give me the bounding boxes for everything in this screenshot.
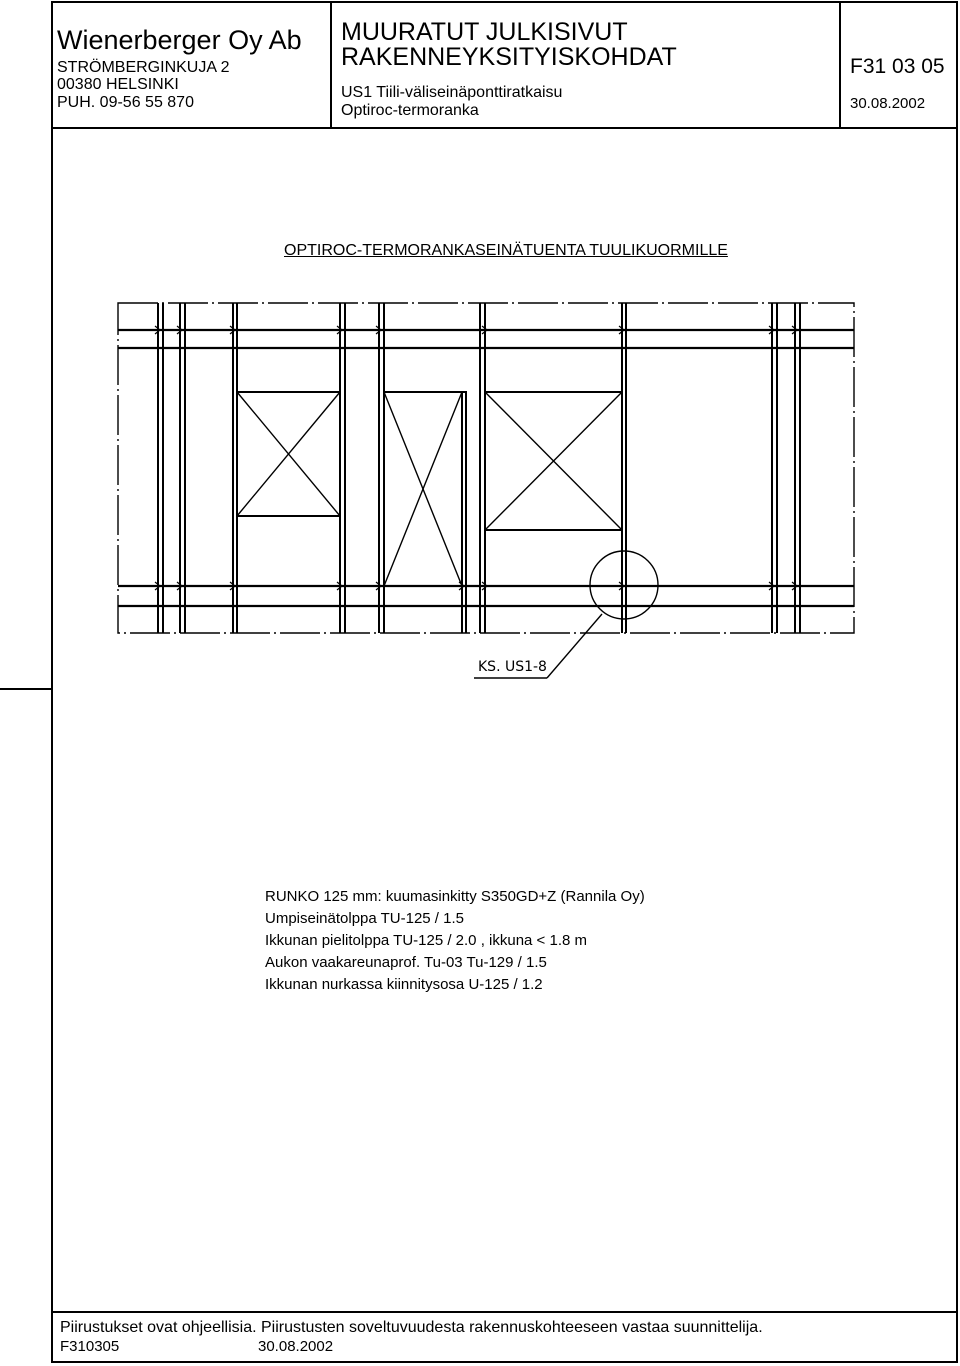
note-line: Ikkunan pielitolppa TU-125 / 2.0 , ikkuna < 1.8 m bbox=[265, 932, 587, 949]
detail-reference-label: KS. US1-8 bbox=[478, 659, 547, 675]
studs bbox=[158, 303, 800, 633]
company-address-street: STRÖMBERGINKUJA 2 bbox=[57, 59, 230, 76]
company-address-city: 00380 HELSINKI bbox=[57, 76, 179, 93]
note-line: Aukon vaakareunaprof. Tu-03 Tu-129 / 1.5 bbox=[265, 954, 547, 971]
footer-code: F310305 bbox=[60, 1338, 120, 1355]
company-phone: PUH. 09-56 55 870 bbox=[57, 94, 194, 111]
notes-block bbox=[265, 886, 645, 996]
document-subtitle-line1: US1 Tiili-väliseinäponttiratkaisu bbox=[341, 84, 563, 101]
document-subtitle-line2: Optiroc-termoranka bbox=[341, 102, 479, 119]
note-line: Umpiseinätolppa TU-125 / 1.5 bbox=[265, 910, 464, 927]
fastener-marks bbox=[155, 326, 797, 590]
detail-leader-line bbox=[547, 614, 602, 678]
footer-date: 30.08.2002 bbox=[258, 1338, 334, 1355]
note-line: Ikkunan nurkassa kiinnitysosa U-125 / 1.2 bbox=[265, 976, 543, 993]
company-name: Wienerberger Oy Ab bbox=[57, 25, 302, 55]
document-title-line2: RAKENNEYKSITYISKOHDAT bbox=[341, 43, 677, 71]
footer-disclaimer: Piirustukset ovat ohjeellisia. Piirustusten soveltuvuudesta rakennuskohteeseen vastaa suunnittelija. bbox=[60, 1319, 763, 1336]
footer-divider bbox=[51, 1311, 958, 1313]
document-date: 30.08.2002 bbox=[850, 95, 926, 112]
drawing-title: OPTIROC-TERMORANKASEINÄTUENTA TUULIKUORMILLE bbox=[284, 242, 728, 259]
document-title-line1: MUURATUT JULKISIVUT bbox=[341, 18, 628, 46]
document-code: F31 03 05 bbox=[850, 55, 945, 78]
note-line: RUNKO 125 mm: kuumasinkitty S350GD+Z (Rannila Oy) bbox=[265, 888, 645, 905]
